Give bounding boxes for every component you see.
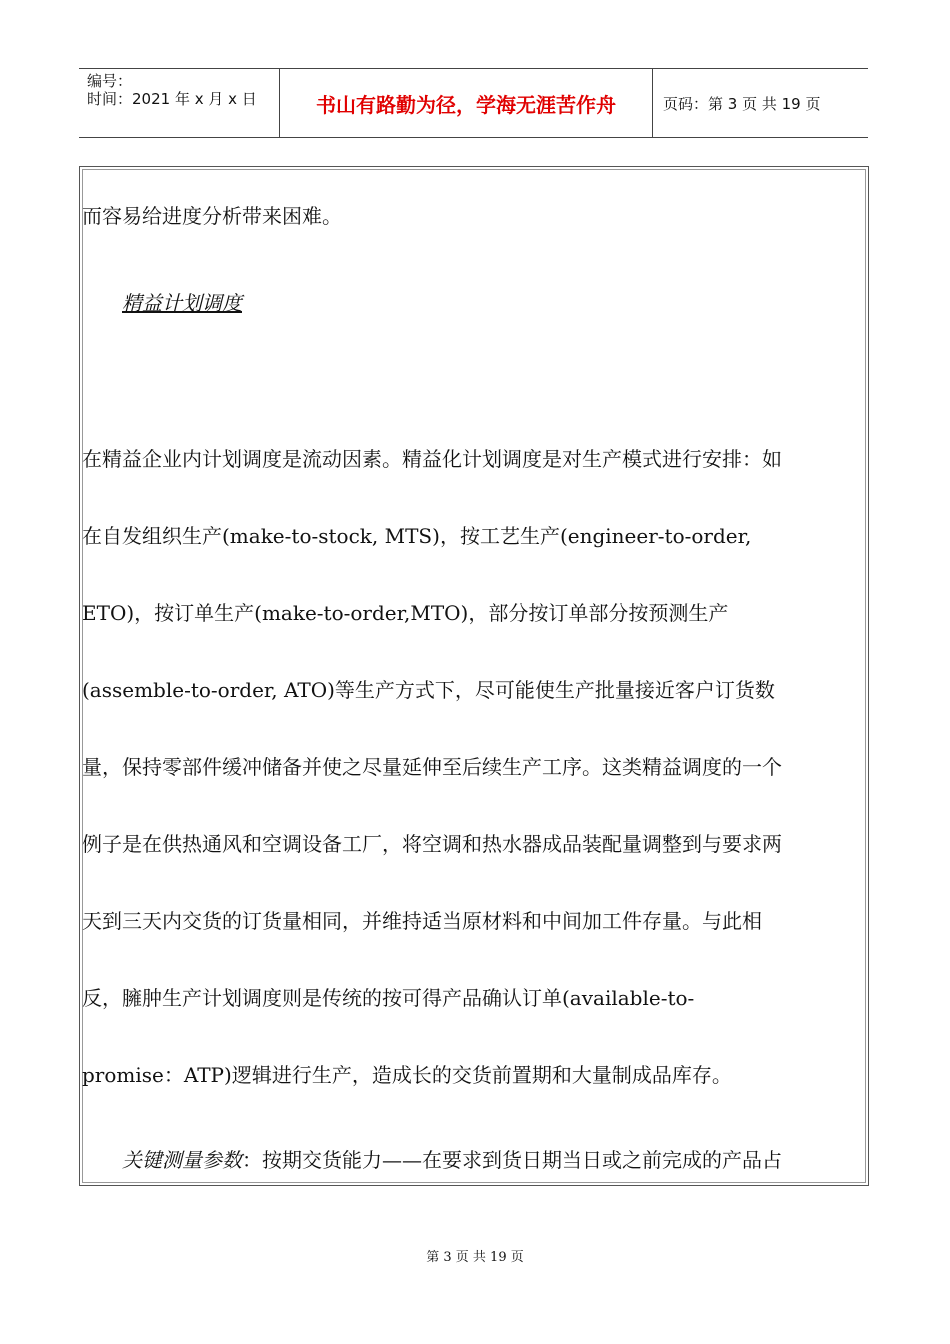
header-page-info: 页码：第 3 页 共 19 页 [663, 94, 821, 113]
header-page-cell [653, 69, 868, 137]
paragraph-line: 在自发组织生产(make-to-stock, MTS)，按工艺生产(engineer-to-order, [82, 524, 752, 548]
content-frame [79, 166, 869, 1186]
header-meta [79, 69, 280, 137]
paragraph-line: 例子是在供热通风和空调设备工厂，将空调和热水器成品装配量调整到与要求两 [82, 832, 782, 856]
key-metric-text: ：按期交货能力——在要求到货日期当日或之前完成的产品占 [242, 1148, 782, 1172]
paragraph-line: 在精益企业内计划调度是流动因素。精益化计划调度是对生产模式进行安排：如 [82, 447, 782, 471]
paragraph-line: promise：ATP)逻辑进行生产，造成长的交货前置期和大量制成品库存。 [82, 1063, 732, 1087]
section-heading: 精益计划调度 [122, 291, 242, 315]
number-label: 编号： [87, 72, 133, 90]
paragraph-line: 天到三天内交货的订货量相同，并维持适当原材料和中间加工件存量。与此相 [82, 909, 762, 933]
header-motto-cell [280, 69, 653, 137]
page-footer: 第 3 页 共 19 页 [426, 1250, 524, 1265]
paragraph-line: 反，臃肿生产计划调度则是传统的按可得产品确认订单(available-to- [82, 986, 695, 1010]
paragraph-line: 量，保持零部件缓冲储备并使之尽量延伸至后续生产工序。这类精益调度的一个 [82, 755, 782, 779]
header-motto: 书山有路勤为径，学海无涯苦作舟 [316, 92, 616, 117]
time-label: 时间：2021 年 x 月 x 日 [87, 90, 257, 108]
paragraph-line: (assemble-to-order, ATO)等生产方式下，尽可能使生产批量接近客户订货数 [82, 678, 775, 702]
key-metric-line [122, 1148, 782, 1172]
body-line-0: 而容易给进度分析带来困难。 [82, 204, 342, 228]
key-metric-label: 关键测量参数 [122, 1148, 242, 1172]
paragraph-line: ETO)，按订单生产(make-to-order,MTO)，部分按订单部分按预测生产 [82, 601, 729, 625]
document-header [79, 68, 868, 138]
content-frame-inner [82, 169, 866, 1183]
